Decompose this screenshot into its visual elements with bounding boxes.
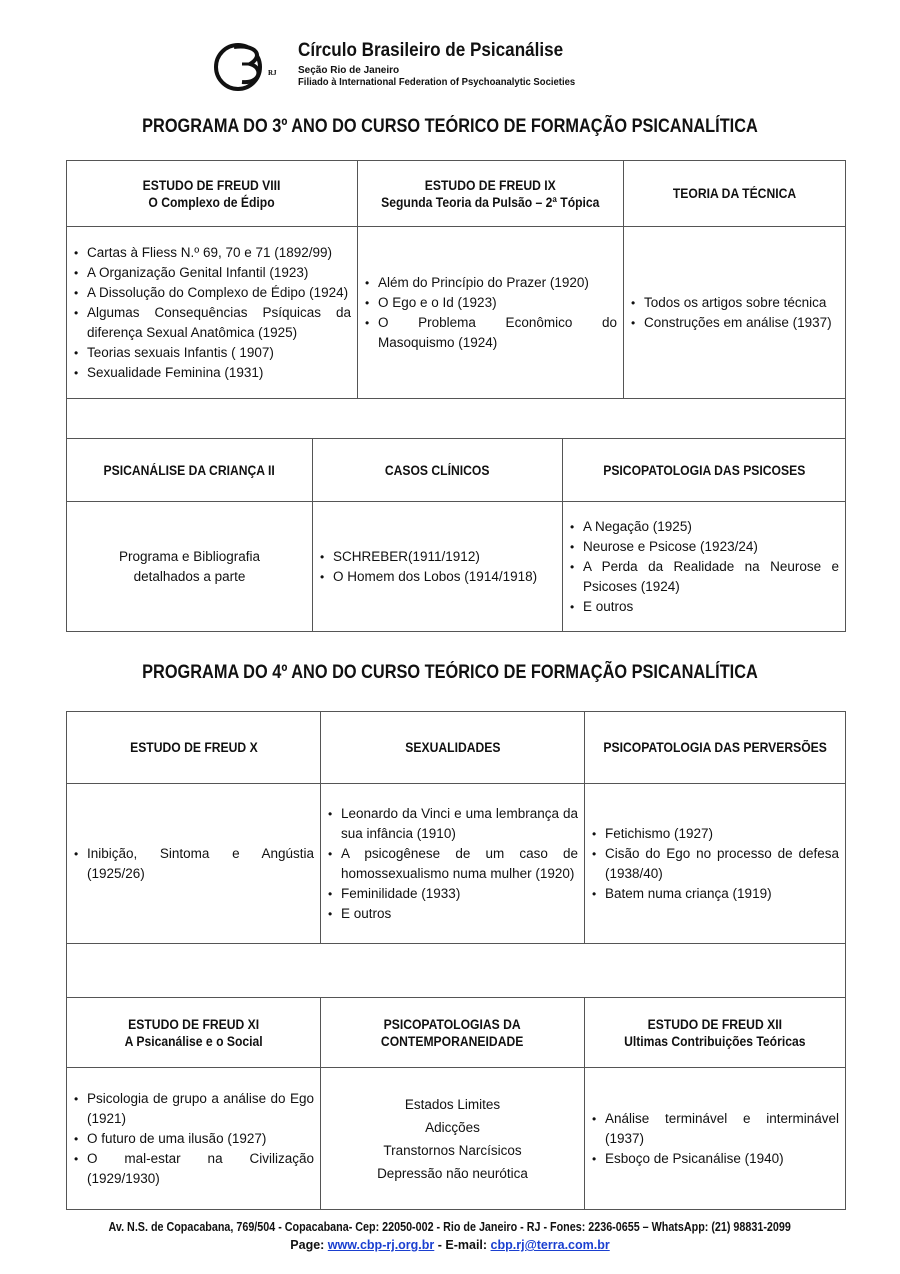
p4-row2-col3-body	[585, 1068, 845, 1209]
list-item: • SCHREBER(1911/1912)	[333, 547, 537, 567]
list-item: • Leonardo da Vinci e uma lembrança da sua infância (1910)	[341, 804, 578, 844]
list-item: • Sexualidade Feminina (1931)	[87, 363, 351, 383]
text-line: Transtornos Narcísicos	[383, 1142, 522, 1158]
list-item: • O Problema Econômico do Masoquismo (1924)	[378, 313, 617, 353]
list-item: • Construções em análise (1937)	[644, 313, 832, 333]
p3-col1-body	[67, 227, 358, 399]
org-affiliation: Filiado à International Federation of Psychoanalytic Societies	[298, 77, 576, 88]
p4-col2-body	[321, 784, 585, 944]
list-item: • E outros	[583, 597, 839, 617]
list-item: • Batem numa criança (1919)	[605, 884, 839, 904]
list-item: • O Homem dos Lobos (1914/1918)	[333, 567, 537, 587]
list-item: • Inibição, Sintoma e Angústia (1925/26)	[87, 844, 314, 884]
list-item: • Todos os artigos sobre técnica	[644, 293, 832, 313]
email-link[interactable]: cbp.rj@terra.com.br	[490, 1238, 610, 1252]
p3-row2-col2-body	[313, 502, 563, 631]
list-item: • Algumas Consequências Psíquicas da diferença Sexual Anatômica (1925)	[87, 303, 351, 343]
p3-row2-col2-header: CASOS CLÍNICOS	[313, 439, 563, 502]
p4-col3-header: PSICOPATOLOGIA DAS PERVERSÕES	[585, 712, 845, 784]
p3-col2-body	[358, 227, 624, 399]
list-item: • Fetichismo (1927)	[605, 824, 839, 844]
p4-row2-col2-body	[321, 1068, 585, 1209]
p4-col1-body	[67, 784, 321, 944]
list-item: • A Negação (1925)	[583, 517, 839, 537]
list-item: • Análise terminável e interminável (1937)	[605, 1109, 839, 1149]
website-link[interactable]: www.cbp-rj.org.br	[327, 1238, 435, 1252]
org-section: Seção Rio de Janeiro	[298, 65, 400, 76]
program4-title: PROGRAMA DO 4º ANO DO CURSO TEÓRICO DE FORMAÇÃO PSICANALÍTICA	[142, 662, 758, 683]
program4-table	[66, 711, 846, 1210]
list-item: • Cartas à Fliess N.º 69, 70 e 71 (1892/99)	[87, 243, 351, 263]
list-item: • A Dissolução do Complexo de Édipo (1924)	[87, 283, 351, 303]
list-item: • A psicogênese de um caso de homossexualismo numa mulher (1920)	[341, 844, 578, 884]
text-line: Adicções	[425, 1119, 480, 1135]
list-item: • Cisão do Ego no processo de defesa (1938/40)	[605, 844, 839, 884]
footer-contacts: Page: www.cbp-rj.org.br - E-mail: cbp.rj@terra.com.br	[290, 1238, 610, 1252]
list-item: • Neurose e Psicose (1923/24)	[583, 537, 839, 557]
footer-address: Av. N.S. de Copacabana, 769/504 - Copacabana- Cep: 22050-002 - Rio de Janeiro - RJ - Fones: 2236-0655 – WhatsApp: (21) 98831-2099	[108, 1220, 792, 1234]
p3-row2-col1-header: PSICANÁLISE DA CRIANÇA II	[67, 439, 313, 502]
program3-title: PROGRAMA DO 3º ANO DO CURSO TEÓRICO DE FORMAÇÃO PSICANALÍTICA	[142, 116, 758, 137]
list-item: • O Ego e o Id (1923)	[378, 293, 617, 313]
list-item: • A Organização Genital Infantil (1923)	[87, 263, 351, 283]
list-item: • O mal-estar na Civilização (1929/1930)	[87, 1149, 314, 1189]
p3-col3-body	[624, 227, 845, 399]
p4-row2-col2-header: PSICOPATOLOGIAS DA CONTEMPORANEIDADE	[321, 998, 585, 1068]
letterhead	[212, 36, 632, 96]
p3-col3-header: TEORIA DA TÉCNICA	[624, 161, 845, 227]
p4-col2-header: SEXUALIDADES	[321, 712, 585, 784]
list-item: • Além do Princípio do Prazer (1920)	[378, 273, 617, 293]
text-line: Depressão não neurótica	[377, 1165, 528, 1181]
p3-spacer-row	[67, 399, 845, 439]
text-line: Estados Limites	[404, 1096, 501, 1112]
p4-col3-body	[585, 784, 845, 944]
list-item: • O futuro de uma ilusão (1927)	[87, 1129, 314, 1149]
p3-row2-col3-header: PSICOPATOLOGIA DAS PSICOSES	[563, 439, 845, 502]
program3-table	[66, 160, 846, 632]
list-item: • Feminilidade (1933)	[341, 884, 578, 904]
p3-col2-header: ESTUDO DE FREUD IX Segunda Teoria da Pulsão – 2ª Tópica	[358, 161, 624, 227]
p4-row2-col1-header: ESTUDO DE FREUD XI A Psicanálise e o Social	[67, 998, 321, 1068]
list-item: • A Perda da Realidade na Neurose e Psicoses (1924)	[583, 557, 839, 597]
p3-row2-col3-body	[563, 502, 845, 631]
list-item: • E outros	[341, 904, 578, 924]
p4-spacer-row	[67, 944, 845, 998]
list-item: • Esboço de Psicanálise (1940)	[605, 1149, 839, 1169]
p4-row2-col3-header: ESTUDO DE FREUD XII Ultimas Contribuições Teóricas	[585, 998, 845, 1068]
p3-row2-col1-body: Programa e Bibliografia detalhados a parte	[67, 502, 313, 631]
p4-col1-header: ESTUDO DE FREUD X	[67, 712, 321, 784]
list-item: • Psicologia de grupo a análise do Ego (1921)	[87, 1089, 314, 1129]
org-name: Círculo Brasileiro de Psicanálise	[298, 40, 564, 61]
p3-col1-header: ESTUDO DE FREUD VIII O Complexo de Édipo	[67, 161, 358, 227]
cbp-logo-icon	[212, 38, 284, 94]
list-item: • Teorias sexuais Infantis ( 1907)	[87, 343, 351, 363]
logo-rj-text: RJ	[268, 69, 277, 77]
p4-row2-col1-body	[67, 1068, 321, 1209]
